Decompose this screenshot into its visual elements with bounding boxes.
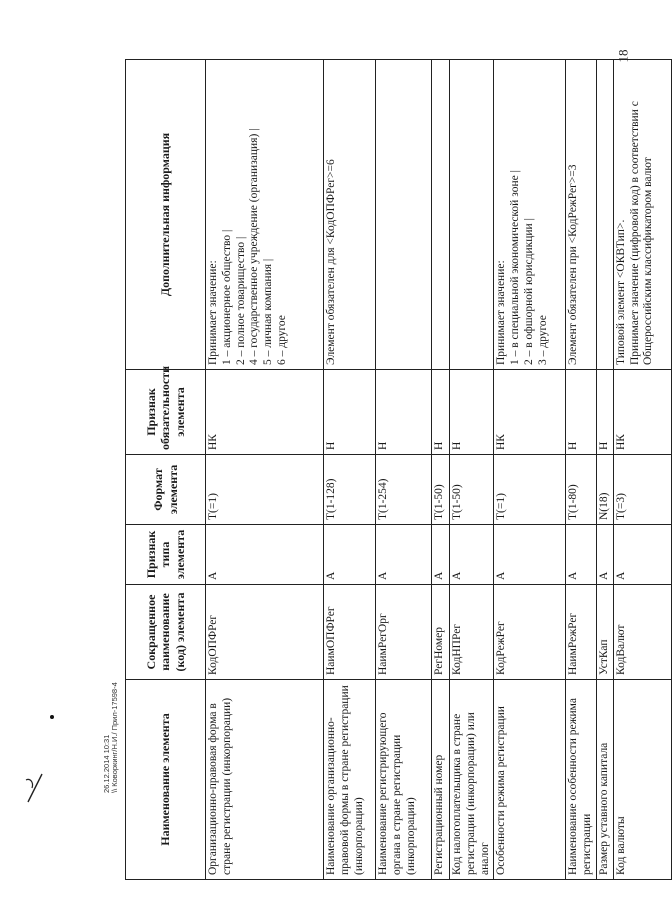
cell-required: НК [494,370,566,455]
table-row [376,60,432,880]
info-line: Элемент обязателен при <КодРежРег>=3 [567,164,580,365]
header-cell: Дополнительная информация [126,60,206,370]
table-row [566,60,597,880]
info-line: 4 – государственное учреждение (организация) | [248,128,261,365]
cell-required: Н [324,370,376,455]
print-path: \\ Коворкинг/Н.И./ Прил-17598-4 [110,682,120,793]
table-row [450,60,494,880]
cell-type: А [613,525,671,585]
info-line: Принимает значение (цифровой код) в соответствии с Общероссийским классификатором валют [628,101,655,365]
rotated-table-wrapper [125,60,655,880]
cell-required: Н [596,370,613,455]
cell-required: Н [450,370,494,455]
cell-code: КодНПРег [450,585,494,680]
info-line: Принимает значение: [495,260,508,365]
table-header-row [126,60,206,880]
table-row [206,60,324,880]
cell-code: УстКап [596,585,613,680]
cell-name: Код налогоплательщика в стране регистрации (инкорпорации) или аналог [450,680,494,880]
cell-name: Регистрационный номер [432,680,450,880]
info-line: Типовой элемент <ОКВТип>. [614,219,627,365]
cell-required: Н [432,370,450,455]
ink-dot [50,715,54,719]
info-line: Принимает значение: [207,260,219,365]
cell-format: T(=1) [494,455,566,525]
info-line: 3 – другое [536,315,549,365]
elements-table [125,59,672,880]
info-line: 1 – акционерное общество | [220,229,233,365]
handwritten-mark [20,768,50,808]
info-line: 2 – в офшорной юрисдикции | [522,218,535,365]
table-row [494,60,566,880]
table-row [596,60,613,880]
header-cell: Формат элемента [126,455,206,525]
cell-info [494,60,566,370]
cell-type: А [376,525,432,585]
info-line: 5 – личная компания | [262,258,275,365]
cell-required: НК [613,370,671,455]
cell-code: НаимРежРег [566,585,597,680]
cell-type: А [324,525,376,585]
cell-info [596,60,613,370]
cell-code: РегНомер [432,585,450,680]
cell-name: Код валюты [613,680,671,880]
print-footer [103,682,120,793]
cell-format: T(1-80) [566,455,597,525]
cell-type: А [206,525,324,585]
cell-info [613,60,671,370]
header-cell: Наименование элемента [126,680,206,880]
cell-type: А [566,525,597,585]
cell-type: А [596,525,613,585]
info-line: 6 – другое [275,315,288,365]
cell-format: T(1-50) [450,455,494,525]
cell-code: НаимОПФРег [324,585,376,680]
info-line: 2 – полное товарищество | [234,236,247,365]
header-cell: Сокращенное наименование (код) элемента [126,585,206,680]
cell-code: НаимРегОрг [376,585,432,680]
cell-format: T(1-128) [324,455,376,525]
cell-info [376,60,432,370]
info-line: Элемент обязателен для <КодОПФРег>=6 [325,159,337,365]
cell-type: А [450,525,494,585]
cell-format: T(1-254) [376,455,432,525]
cell-format: T(=1) [206,455,324,525]
cell-format: T(1-50) [432,455,450,525]
cell-info [206,60,324,370]
table-row [613,60,671,880]
cell-name: Наименование регистрирующего органа в стране регистрации (инкорпорации) [376,680,432,880]
table-row [324,60,376,880]
cell-name: Особенности режима регистрации [494,680,566,880]
cell-required: Н [376,370,432,455]
cell-name: Наименование организационно-правовой формы в стране регистрации (инкорпорации) [324,680,376,880]
cell-name: Организационно-правовая форма в стране регистрации (инкорпорации) [206,680,324,880]
cell-name: Размер уставного капитала [596,680,613,880]
cell-type: А [494,525,566,585]
cell-code: КодОПФРег [206,585,324,680]
cell-info [324,60,376,370]
cell-type: А [432,525,450,585]
table-row [432,60,450,880]
print-timestamp: 26.12.2014 10:31 [102,734,111,793]
page-number: 18 [615,49,631,63]
cell-format: T(=3) [613,455,671,525]
header-cell: Признак обязательности элемента [126,370,206,455]
cell-format: N(18) [596,455,613,525]
info-line: 1 – в специальной экономической зоне | [509,170,522,365]
cell-code: КодРежРег [494,585,566,680]
cell-code: КодВалют [613,585,671,680]
cell-name: Наименование особенности режима регистрации [566,680,597,880]
cell-required: НК [206,370,324,455]
cell-required: Н [566,370,597,455]
cell-info [450,60,494,370]
cell-info [432,60,450,370]
table-body [206,60,672,880]
cell-info [566,60,597,370]
header-cell: Признак типа элемента [126,525,206,585]
